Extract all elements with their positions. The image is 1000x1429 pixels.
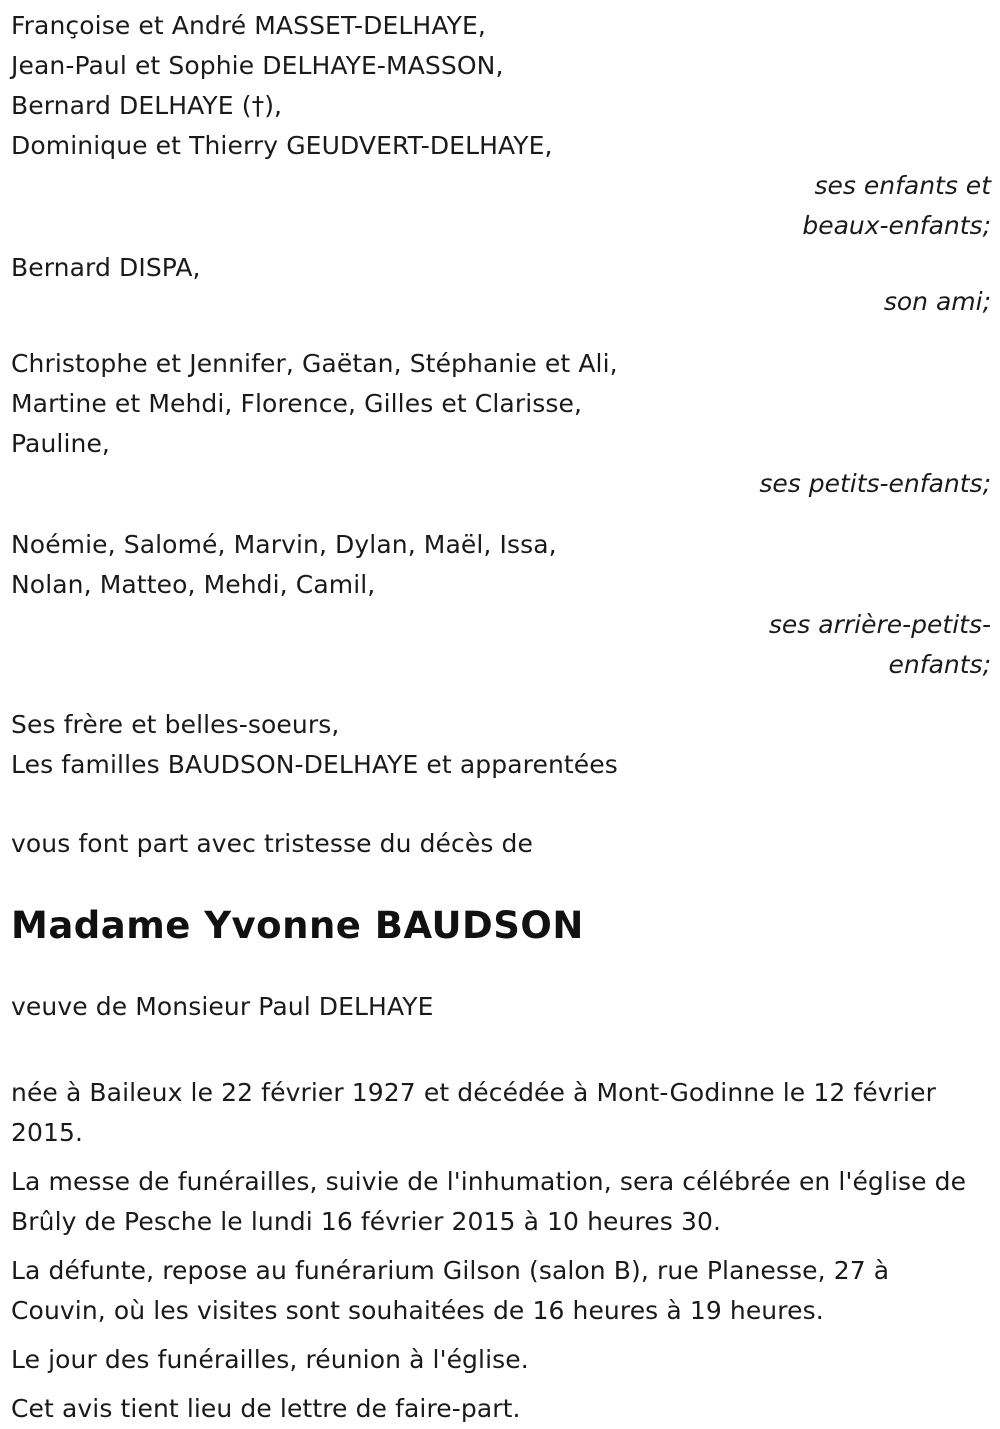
obituary-notice [11,0,991,1429]
great-grandchildren-role: enfants; [888,650,991,679]
grandchildren-line: Martine et Mehdi, Florence, Gilles et Clarisse, [11,389,583,418]
funeral-mass-paragraph: La messe de funérailles, suivie de l'inhumation, sera célébrée en l'église de Brûly de Pesche le lundi 16 février 2015 à 10 heures 30. [11,1167,967,1236]
friend-line: Bernard DISPA, [11,253,201,282]
great-grandchildren-role: ses arrière-petits- [768,610,991,639]
children-line: Bernard DELHAYE (†), [11,91,283,120]
grandchildren-line: Pauline, [11,429,110,458]
children-role: ses enfants et [814,171,991,200]
great-grandchildren-line: Noémie, Salomé, Marvin, Dylan, Maël, Issa, [11,530,557,559]
announcement-intro: vous font part avec tristesse du décès de [11,829,533,858]
friend-group [11,248,991,322]
other-relatives-line: Ses frère et belles-soeurs, [11,710,340,739]
children-line: Dominique et Thierry GEUDVERT-DELHAYE, [11,131,553,160]
great-grandchildren-group [11,525,991,685]
birth-death-paragraph: née à Baileux le 22 février 1927 et décédée à Mont-Godinne le 12 février 2015. [11,1078,936,1147]
children-line: Françoise et André MASSET-DELHAYE, [11,11,486,40]
other-relatives-group [11,705,991,785]
widow-of: veuve de Monsieur Paul DELHAYE [11,992,434,1021]
gathering-paragraph: Le jour des funérailles, réunion à l'église. [11,1345,529,1374]
notice-paragraph: Cet avis tient lieu de lettre de faire-part. [11,1394,521,1423]
grandchildren-group [11,344,991,504]
grandchildren-role: ses petits-enfants; [759,469,991,498]
children-group [11,0,991,246]
deceased-name: Madame Yvonne BAUDSON [11,904,584,947]
funerarium-paragraph: La défunte, repose au funérarium Gilson (salon B), rue Planesse, 27 à Couvin, où les visites sont souhaitées de 16 heures à 19 heures. [11,1256,890,1325]
friend-role: son ami; [883,287,991,316]
other-relatives-line: Les familles BAUDSON-DELHAYE et apparentées [11,750,618,779]
children-line: Jean-Paul et Sophie DELHAYE-MASSON, [11,51,504,80]
great-grandchildren-line: Nolan, Matteo, Mehdi, Camil, [11,570,376,599]
children-role: beaux-enfants; [802,211,991,240]
grandchildren-line: Christophe et Jennifer, Gaëtan, Stéphanie et Ali, [11,349,618,378]
